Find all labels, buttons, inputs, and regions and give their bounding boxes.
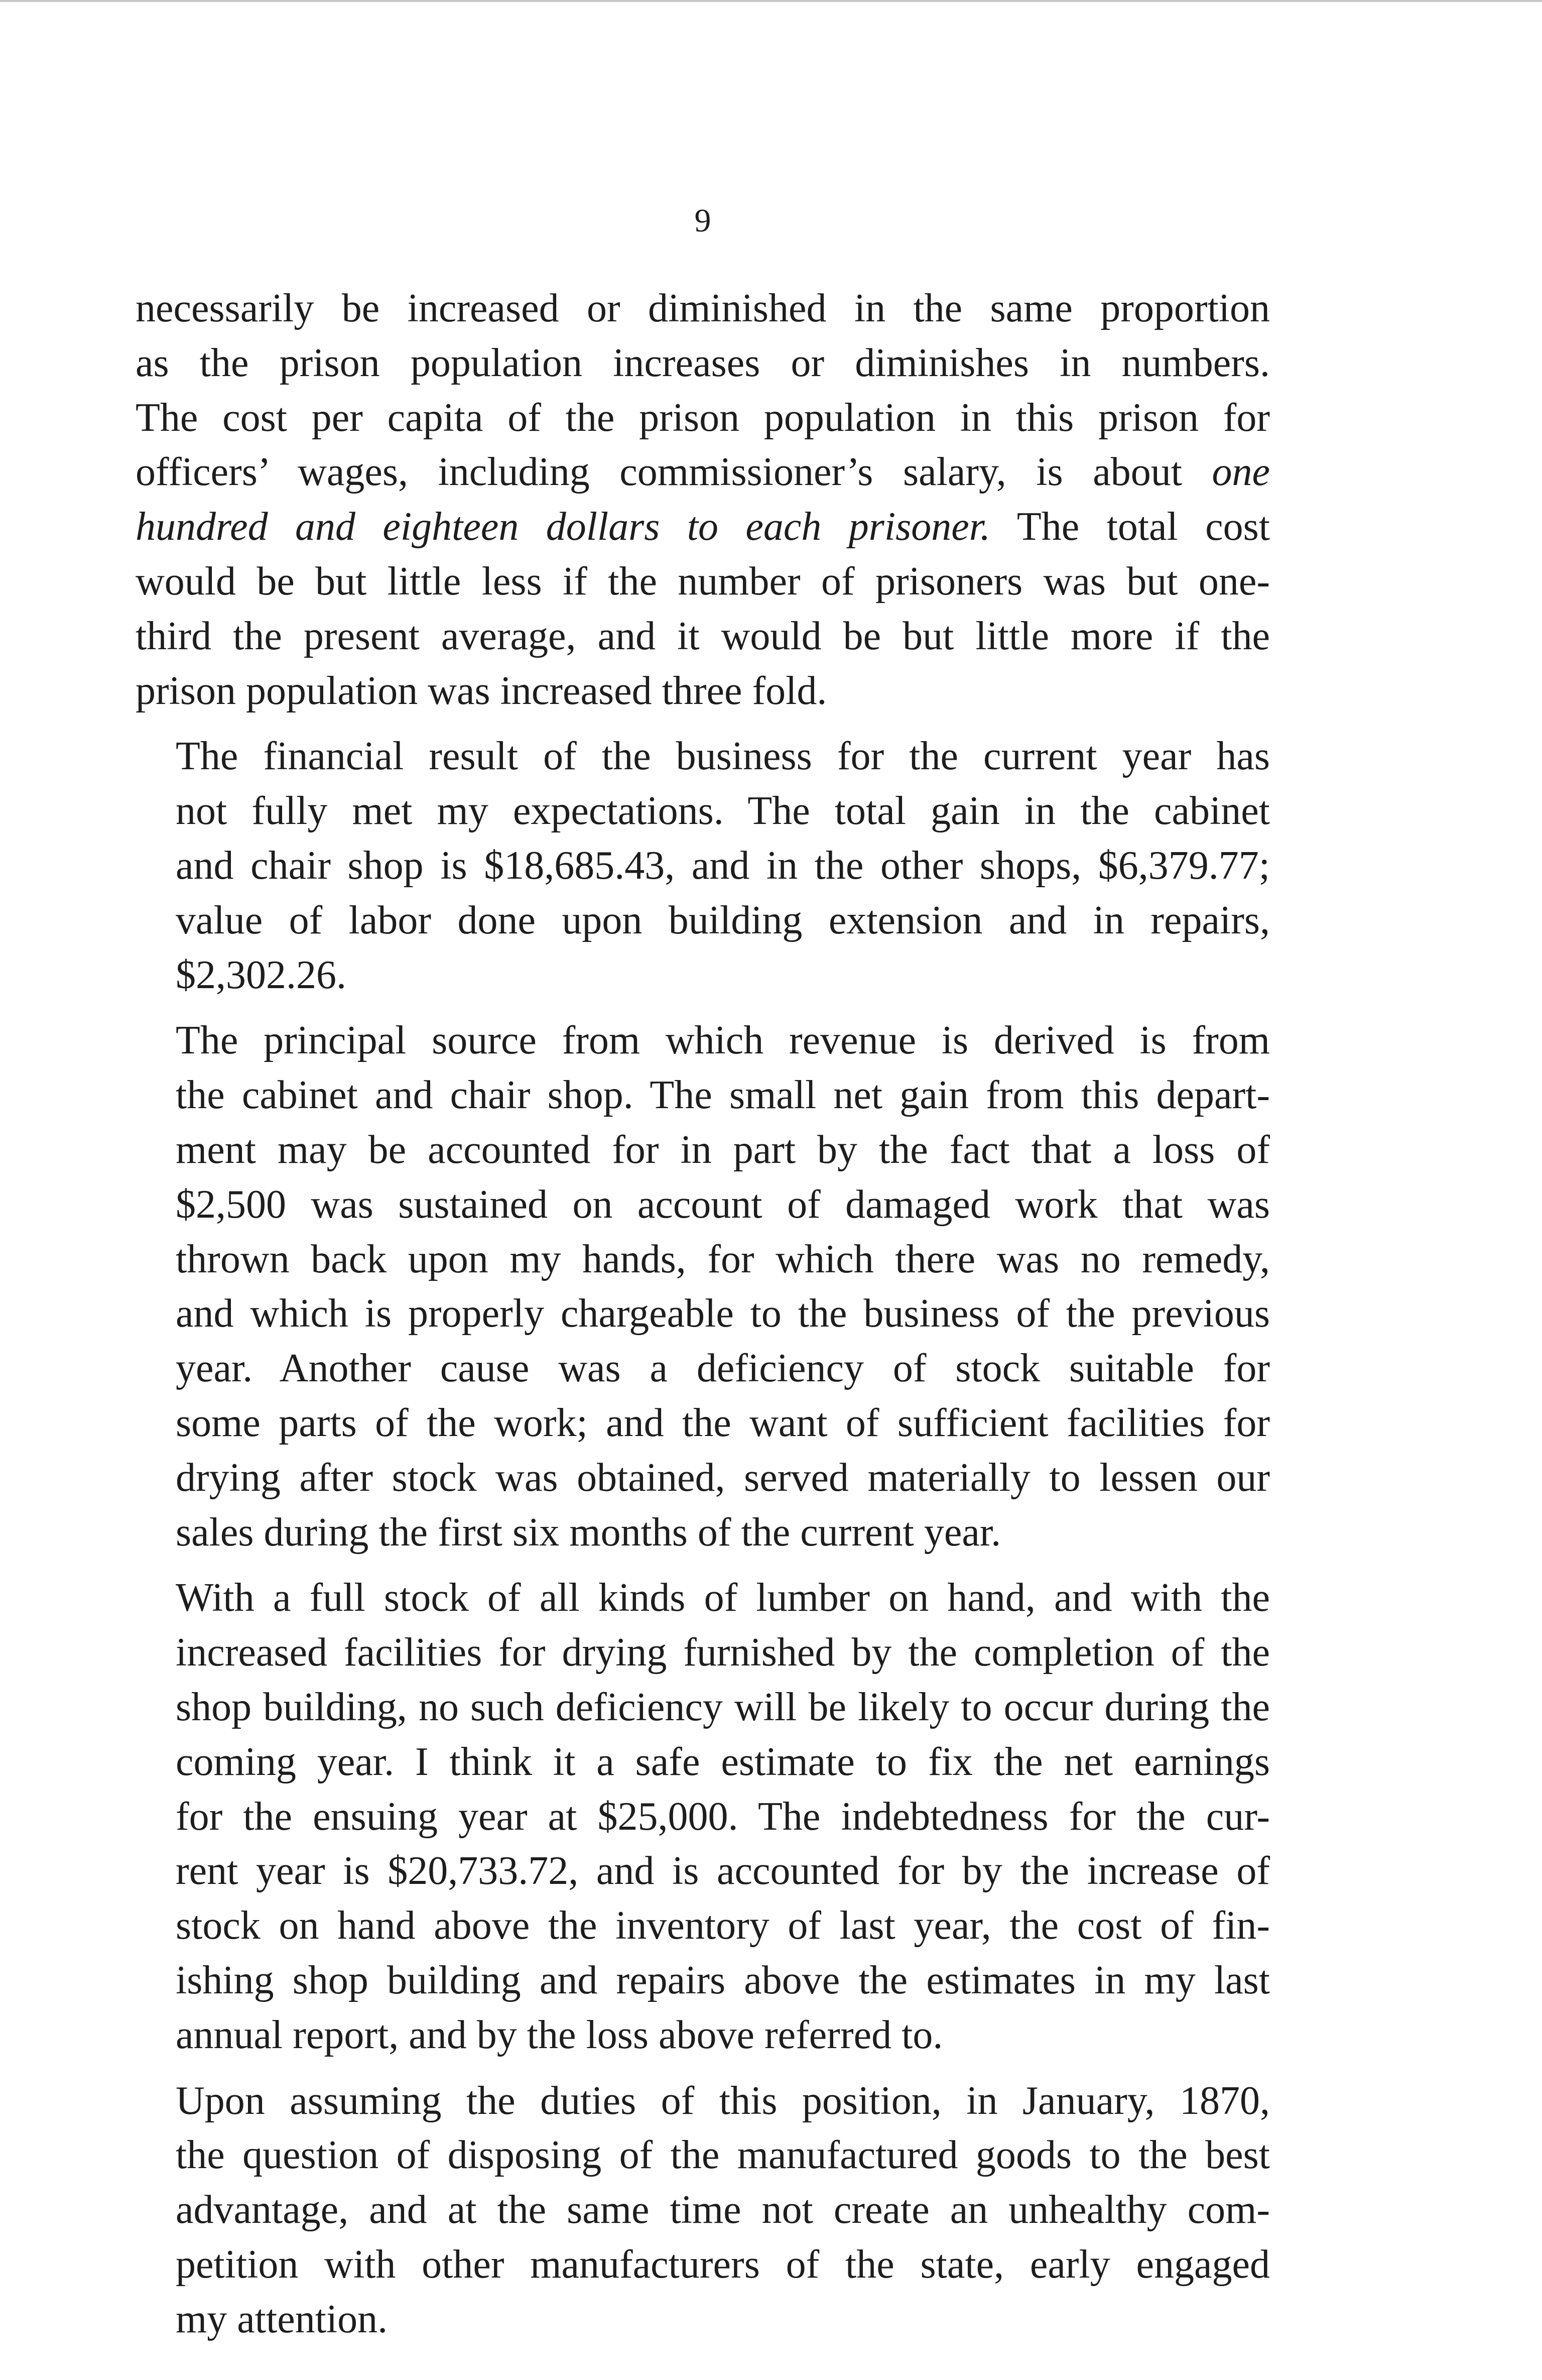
- text-line: thrown back upon my hands, for which there was no remedy,: [176, 1237, 1270, 1281]
- text-line: The cost per capita of the prison population in this prison for: [136, 395, 1270, 440]
- text-line: necessarily be increased or diminished in the same proportion: [136, 286, 1270, 330]
- page-top-edge: [0, 0, 1542, 2]
- paragraph-1: [136, 281, 1270, 718]
- text-line: shop building, no such deficiency will be likely to occur during the: [176, 1685, 1270, 1729]
- text-line: stock on hand above the inventory of last year, the cost of fin-: [176, 1903, 1270, 1948]
- text-line: [136, 445, 1270, 500]
- text-line: drying after stock was obtained, served materially to lessen our: [176, 1455, 1270, 1500]
- text-line: With a full stock of all kinds of lumber on hand, and with the: [176, 1576, 1270, 1620]
- paragraph-4: [136, 1571, 1270, 2062]
- text-line: $2,302.26.: [176, 953, 346, 997]
- text-line: the question of disposing of the manufactured goods to the best: [176, 2133, 1270, 2178]
- text-line: increased facilities for drying furnished by the completion of the: [176, 1630, 1270, 1675]
- text-line: as the prison population increases or diminishes in numbers.: [136, 340, 1270, 385]
- text-line: ment may be accounted for in part by the fact that a loss of: [176, 1127, 1270, 1172]
- text-line: third the present average, and it would be but little more if the: [136, 614, 1270, 658]
- text-line: ishing shop building and repairs above the estimates in my last: [176, 1958, 1270, 2002]
- text-segment: The total cost: [990, 505, 1270, 549]
- text-line: Upon assuming the duties of this position, in January, 1870,: [176, 2078, 1270, 2123]
- text-line: The principal source from which revenue is derived is from: [176, 1018, 1270, 1063]
- emphasized-text: hundred and eighteen dollars to each prisoner.: [136, 505, 990, 549]
- text-line: advantage, and at the same time not create an unhealthy com-: [176, 2188, 1270, 2232]
- text-line: some parts of the work; and the want of sufficient facilities for: [176, 1400, 1270, 1445]
- text-line: and which is properly chargeable to the business of the previous: [176, 1291, 1270, 1336]
- text-line: and chair shop is $18,685.43, and in the other shops, $6,379.77;: [176, 843, 1270, 888]
- paragraph-3: [136, 1013, 1270, 1560]
- body-text: [136, 281, 1270, 2346]
- text-line: the cabinet and chair shop. The small net gain from this depart-: [176, 1073, 1270, 1118]
- text-line: petition with other manufacturers of the state, early engaged: [176, 2242, 1270, 2287]
- paragraph-5: [136, 2074, 1270, 2347]
- text-line: sales during the first six months of the current year.: [176, 1510, 1001, 1555]
- page-number: 9: [694, 202, 711, 239]
- text-line: coming year. I think it a safe estimate to fix the net earnings: [176, 1739, 1270, 1784]
- text-line: annual report, and by the loss above referred to.: [176, 2012, 943, 2057]
- text-line: for the ensuing year at $25,000. The indebtedness for the cur-: [176, 1794, 1270, 1839]
- text-line: prison population was increased three fold.: [136, 668, 827, 713]
- text-line: value of labor done upon building extension and in repairs,: [176, 898, 1270, 942]
- text-line: [136, 500, 1270, 554]
- text-line: $2,500 was sustained on account of damaged work that was: [176, 1182, 1270, 1227]
- text-line: not fully met my expectations. The total gain in the cabinet: [176, 789, 1270, 834]
- text-segment: officers’ wages, including commissioner’s salary, is about: [136, 450, 1212, 495]
- text-line: year. Another cause was a deficiency of stock suitable for: [176, 1346, 1270, 1391]
- text-line: The financial result of the business for the current year has: [176, 734, 1270, 779]
- text-line: my attention.: [176, 2297, 388, 2341]
- paragraph-2: [136, 729, 1270, 1002]
- text-line: rent year is $20,733.72, and is accounted for by the increase of: [176, 1849, 1270, 1893]
- text-line: would be but little less if the number of prisoners was but one-: [136, 559, 1270, 604]
- emphasized-text: one: [1212, 450, 1270, 495]
